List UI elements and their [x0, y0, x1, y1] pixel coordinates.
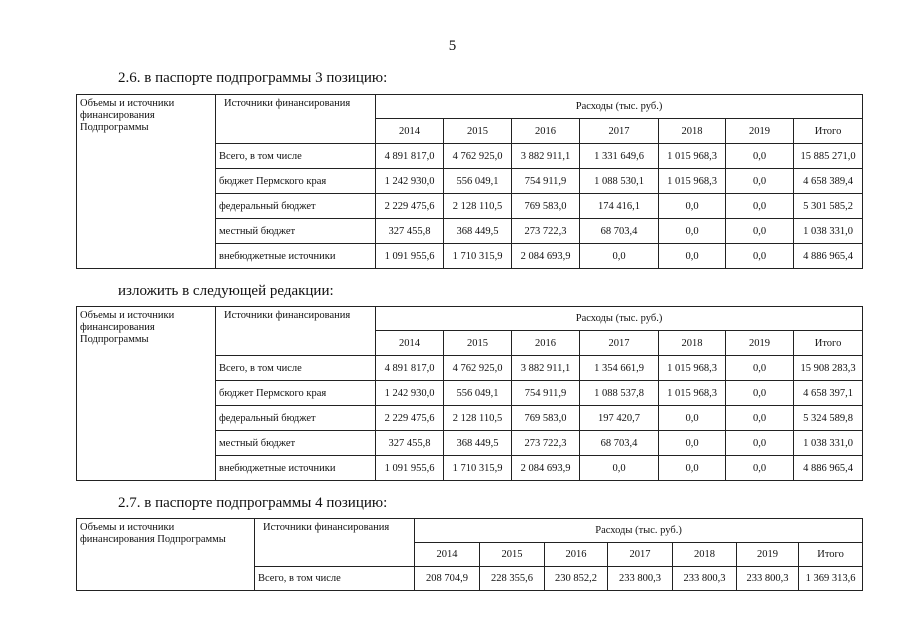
total-cell: 4 886 965,4 — [794, 456, 863, 481]
value-cell: 1 331 649,6 — [580, 144, 659, 169]
table-label-cell: Объемы и источники финансирования Подпрограммы — [77, 95, 216, 269]
value-cell: 1 354 661,9 — [580, 356, 659, 381]
source-name: Всего, в том числе — [216, 144, 376, 169]
value-cell: 1 091 955,6 — [376, 244, 444, 269]
total-cell: 5 324 589,8 — [794, 406, 863, 431]
value-cell: 1 088 537,8 — [580, 381, 659, 406]
year-header: 2016 — [512, 119, 580, 144]
year-header: 2016 — [545, 543, 608, 567]
section-heading-2-7: 2.7. в паспорте подпрограммы 4 позицию: — [118, 495, 388, 511]
value-cell: 0,0 — [659, 456, 726, 481]
value-cell: 0,0 — [659, 194, 726, 219]
year-header: 2019 — [726, 119, 794, 144]
value-cell: 233 800,3 — [673, 567, 737, 591]
sources-header: Источники финансирования — [216, 307, 376, 356]
year-header: 2014 — [376, 119, 444, 144]
year-header: 2014 — [376, 331, 444, 356]
value-cell: 0,0 — [726, 244, 794, 269]
source-name: Всего, в том числе — [255, 567, 415, 591]
value-cell: 0,0 — [726, 194, 794, 219]
year-header: 2018 — [659, 331, 726, 356]
value-cell: 68 703,4 — [580, 219, 659, 244]
value-cell: 0,0 — [726, 219, 794, 244]
value-cell: 4 891 817,0 — [376, 144, 444, 169]
total-cell: 1 038 331,0 — [794, 219, 863, 244]
value-cell: 2 128 110,5 — [444, 406, 512, 431]
sources-header: Источники финансирования — [216, 95, 376, 144]
source-name: внебюджетные источники — [216, 456, 376, 481]
source-name: федеральный бюджет — [216, 406, 376, 431]
source-name: федеральный бюджет — [216, 194, 376, 219]
year-header: 2017 — [608, 543, 673, 567]
section-heading-2-6: 2.6. в паспорте подпрограммы 3 позицию: — [118, 70, 388, 86]
total-cell: 5 301 585,2 — [794, 194, 863, 219]
value-cell: 233 800,3 — [737, 567, 799, 591]
source-name: внебюджетные источники — [216, 244, 376, 269]
value-cell: 368 449,5 — [444, 219, 512, 244]
value-cell: 4 891 817,0 — [376, 356, 444, 381]
total-cell: 1 369 313,6 — [799, 567, 863, 591]
value-cell: 4 762 925,0 — [444, 356, 512, 381]
year-header: 2019 — [737, 543, 799, 567]
value-cell: 0,0 — [726, 406, 794, 431]
financing-table-old — [76, 94, 863, 269]
value-cell: 3 882 911,1 — [512, 144, 580, 169]
total-header: Итого — [799, 543, 863, 567]
total-cell: 1 038 331,0 — [794, 431, 863, 456]
total-cell: 4 658 397,1 — [794, 381, 863, 406]
value-cell: 4 762 925,0 — [444, 144, 512, 169]
value-cell: 230 852,2 — [545, 567, 608, 591]
value-cell: 1 088 530,1 — [580, 169, 659, 194]
value-cell: 769 583,0 — [512, 406, 580, 431]
financing-table-new — [76, 306, 863, 481]
section-heading-new-edition: изложить в следующей редакции: — [118, 283, 334, 299]
year-header: 2019 — [726, 331, 794, 356]
value-cell: 0,0 — [659, 244, 726, 269]
total-cell: 4 658 389,4 — [794, 169, 863, 194]
source-name: местный бюджет — [216, 431, 376, 456]
value-cell: 0,0 — [659, 406, 726, 431]
costs-header: Расходы (тыс. руб.) — [376, 307, 863, 331]
value-cell: 754 911,9 — [512, 169, 580, 194]
sources-header: Источники финансирования — [255, 519, 415, 567]
costs-header: Расходы (тыс. руб.) — [376, 95, 863, 119]
value-cell: 0,0 — [659, 431, 726, 456]
value-cell: 197 420,7 — [580, 406, 659, 431]
total-header: Итого — [794, 119, 863, 144]
value-cell: 3 882 911,1 — [512, 356, 580, 381]
value-cell: 556 049,1 — [444, 381, 512, 406]
year-header: 2017 — [580, 119, 659, 144]
value-cell: 273 722,3 — [512, 219, 580, 244]
value-cell: 1 242 930,0 — [376, 169, 444, 194]
total-cell: 4 886 965,4 — [794, 244, 863, 269]
value-cell: 174 416,1 — [580, 194, 659, 219]
value-cell: 0,0 — [726, 144, 794, 169]
value-cell: 0,0 — [726, 431, 794, 456]
total-cell: 15 908 283,3 — [794, 356, 863, 381]
value-cell: 1 015 968,3 — [659, 144, 726, 169]
total-header: Итого — [794, 331, 863, 356]
costs-header: Расходы (тыс. руб.) — [415, 519, 863, 543]
value-cell: 2 128 110,5 — [444, 194, 512, 219]
table-label-cell: Объемы и источники финансирования Подпрограммы — [77, 307, 216, 481]
value-cell: 228 355,6 — [480, 567, 545, 591]
value-cell: 0,0 — [659, 219, 726, 244]
year-header: 2015 — [480, 543, 545, 567]
value-cell: 754 911,9 — [512, 381, 580, 406]
value-cell: 1 015 968,3 — [659, 169, 726, 194]
value-cell: 556 049,1 — [444, 169, 512, 194]
year-header: 2017 — [580, 331, 659, 356]
year-header: 2015 — [444, 119, 512, 144]
value-cell: 1 015 968,3 — [659, 356, 726, 381]
year-header: 2018 — [659, 119, 726, 144]
value-cell: 2 229 475,6 — [376, 406, 444, 431]
value-cell: 273 722,3 — [512, 431, 580, 456]
value-cell: 1 015 968,3 — [659, 381, 726, 406]
value-cell: 1 710 315,9 — [444, 456, 512, 481]
value-cell: 2 084 693,9 — [512, 244, 580, 269]
value-cell: 1 710 315,9 — [444, 244, 512, 269]
value-cell: 1 091 955,6 — [376, 456, 444, 481]
value-cell: 0,0 — [580, 456, 659, 481]
value-cell: 208 704,9 — [415, 567, 480, 591]
value-cell: 233 800,3 — [608, 567, 673, 591]
page-number: 5 — [448, 38, 457, 54]
year-header: 2018 — [673, 543, 737, 567]
value-cell: 0,0 — [580, 244, 659, 269]
year-header: 2014 — [415, 543, 480, 567]
value-cell: 368 449,5 — [444, 431, 512, 456]
year-header: 2015 — [444, 331, 512, 356]
value-cell: 327 455,8 — [376, 219, 444, 244]
value-cell: 2 084 693,9 — [512, 456, 580, 481]
value-cell: 0,0 — [726, 456, 794, 481]
source-name: местный бюджет — [216, 219, 376, 244]
value-cell: 769 583,0 — [512, 194, 580, 219]
total-cell: 15 885 271,0 — [794, 144, 863, 169]
table-label-cell: Объемы и источники финансирования Подпрограммы — [77, 519, 255, 591]
value-cell: 68 703,4 — [580, 431, 659, 456]
value-cell: 0,0 — [726, 169, 794, 194]
value-cell: 1 242 930,0 — [376, 381, 444, 406]
value-cell: 0,0 — [726, 356, 794, 381]
source-name: бюджет Пермского края — [216, 381, 376, 406]
value-cell: 2 229 475,6 — [376, 194, 444, 219]
value-cell: 0,0 — [726, 381, 794, 406]
value-cell: 327 455,8 — [376, 431, 444, 456]
year-header: 2016 — [512, 331, 580, 356]
source-name: бюджет Пермского края — [216, 169, 376, 194]
source-name: Всего, в том числе — [216, 356, 376, 381]
financing-table-subprogram-4 — [76, 518, 863, 591]
